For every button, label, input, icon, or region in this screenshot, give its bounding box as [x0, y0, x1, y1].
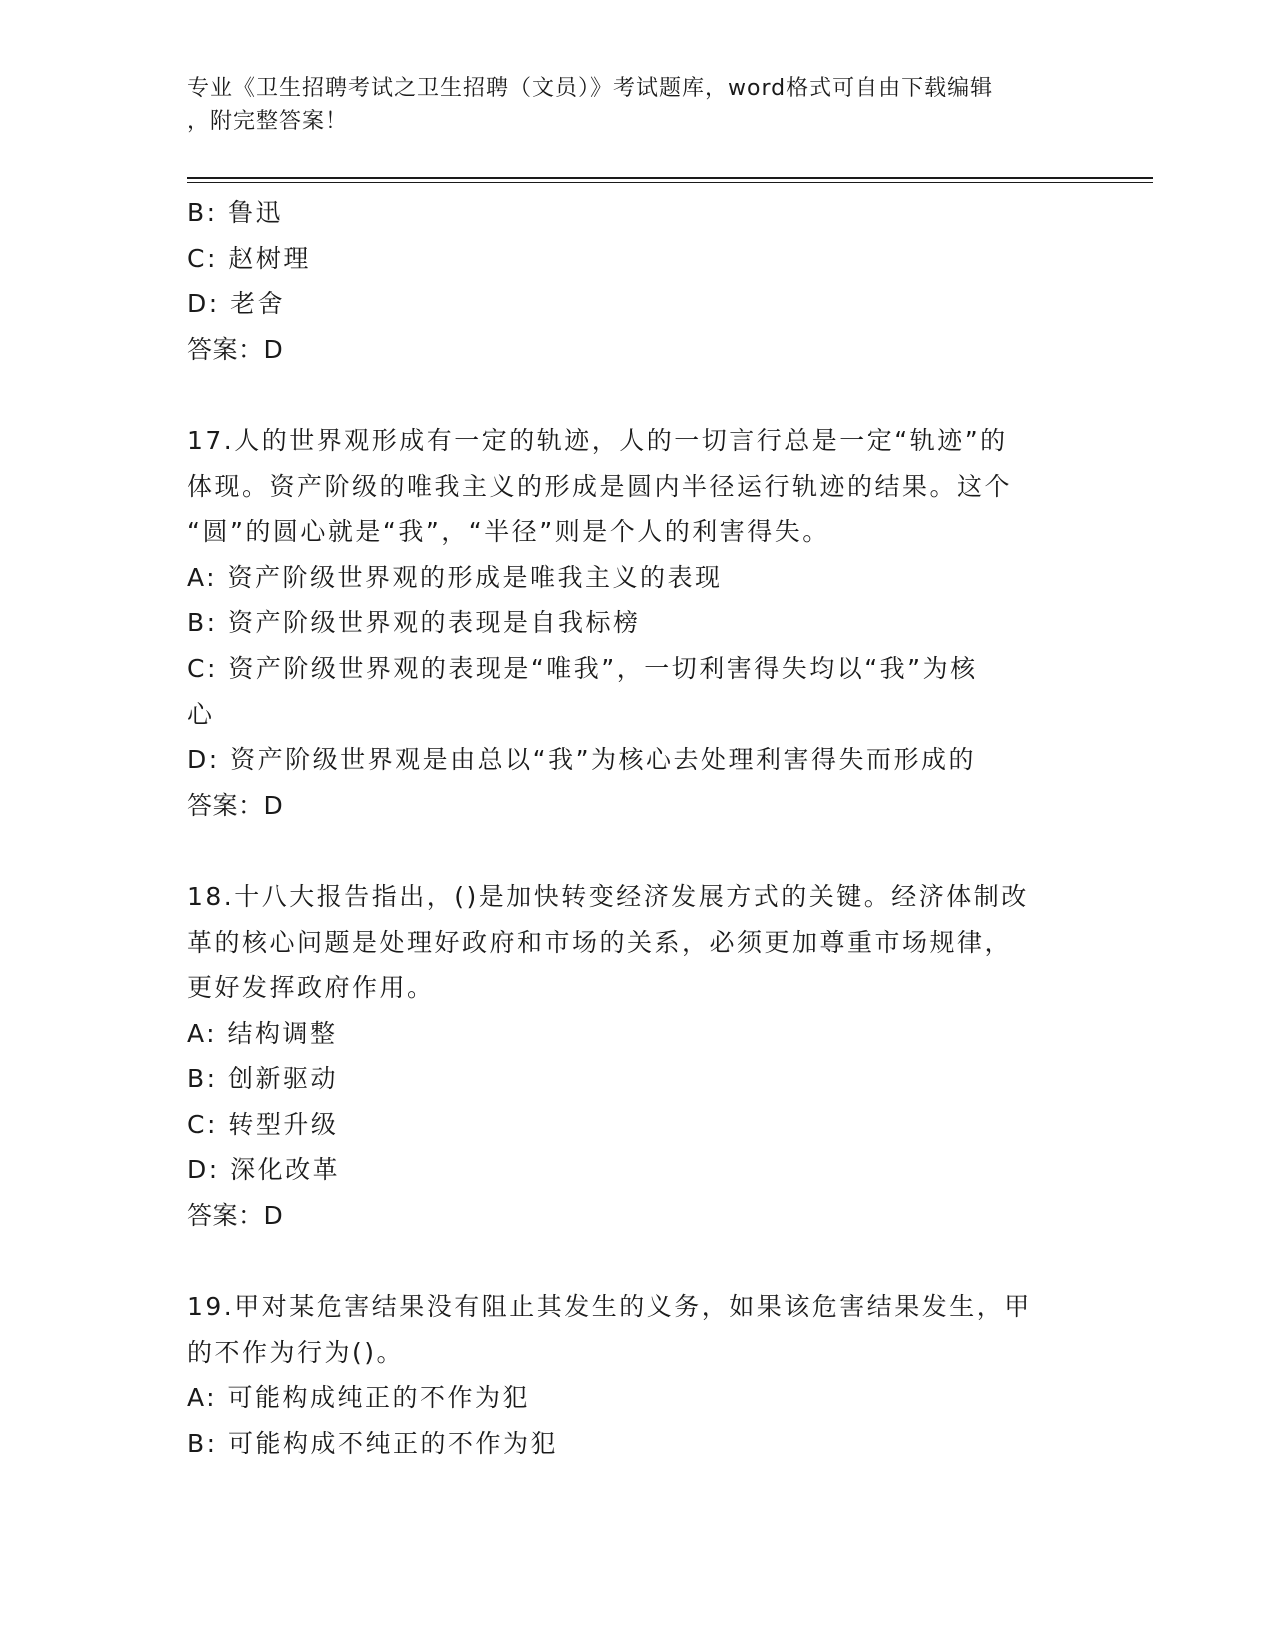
option-c: C: 转型升级: [187, 1109, 339, 1139]
answer: 答案：D: [187, 334, 284, 364]
option-c: C: 赵树理: [187, 243, 311, 273]
question-19: [187, 1284, 1087, 1466]
question-spacer: [187, 828, 1087, 874]
question-stem: 17.人的世界观形成有一定的轨迹，人的一切言行总是一定“轨迹”的: [187, 425, 1008, 455]
option-d: D: 资产阶级世界观是由总以“我”为核心去处理利害得失而形成的: [187, 745, 977, 775]
option-b: B: 创新驱动: [187, 1064, 339, 1094]
answer: 答案：D: [187, 1201, 284, 1231]
header-divider-thick: [187, 177, 1153, 179]
page-header: [187, 72, 1087, 138]
option-a: A: 可能构成纯正的不作为犯: [187, 1383, 531, 1413]
question-16: [187, 190, 1087, 372]
question-spacer: [187, 372, 1087, 418]
question-18: [187, 874, 1087, 1239]
question-list: [187, 190, 1087, 1467]
question-17: [187, 418, 1087, 828]
option-b: B: 鲁迅: [187, 198, 284, 227]
answer: 答案：D: [187, 790, 284, 820]
header-divider-thin: [187, 182, 1153, 183]
option-d: D: 深化改革: [187, 1155, 341, 1185]
option-d: D: 老舍: [187, 289, 286, 319]
option-c: C: 资产阶级世界观的表现是“唯我”，一切利害得失均以“我”为核: [187, 653, 978, 683]
option-c-continued: 心: [187, 699, 215, 729]
question-stem: “圆”的圆心就是“我”，“半径”则是个人的利害得失。: [187, 517, 830, 547]
option-b: B: 可能构成不纯正的不作为犯: [187, 1429, 559, 1459]
question-stem: 的不作为行为()。: [187, 1337, 405, 1367]
question-stem: 18.十八大报告指出，()是加快转变经济发展方式的关键。经济体制改: [187, 881, 1029, 911]
question-spacer: [187, 1239, 1087, 1285]
question-stem: 体现。资产阶级的唯我主义的形成是圆内半径运行轨迹的结果。这个: [187, 471, 1013, 501]
header-line-1: 专业《卫生招聘考试之卫生招聘（文员）》考试题库，word格式可自由下载编辑: [187, 76, 994, 101]
question-stem: 19.甲对某危害结果没有阻止其发生的义务，如果该危害结果发生，甲: [187, 1292, 1032, 1322]
option-b: B: 资产阶级世界观的表现是自我标榜: [187, 608, 641, 638]
question-stem: 革的核心问题是处理好政府和市场的关系，必须更加尊重市场规律，: [187, 927, 1013, 957]
option-a: A: 结构调整: [187, 1018, 338, 1048]
header-line-2: ，附完整答案！: [187, 109, 349, 134]
option-a: A: 资产阶级世界观的形成是唯我主义的表现: [187, 562, 723, 592]
question-stem: 更好发挥政府作用。: [187, 973, 435, 1003]
